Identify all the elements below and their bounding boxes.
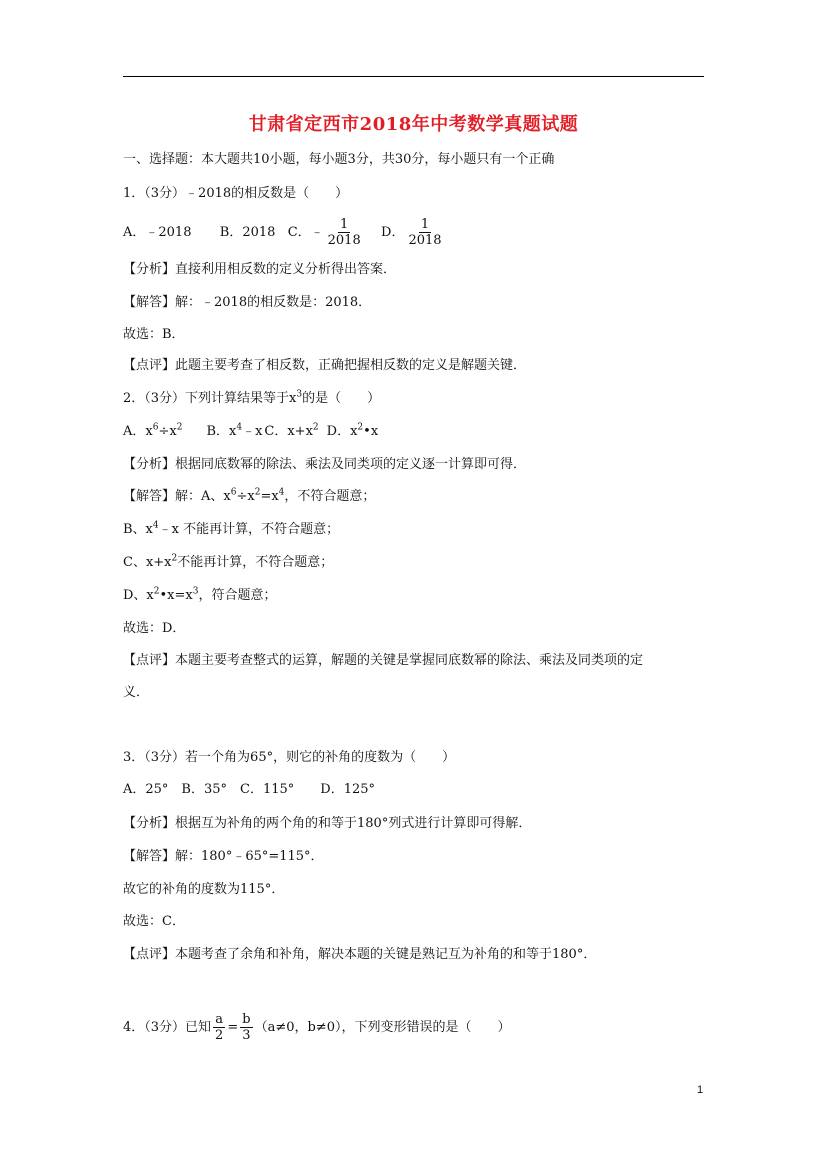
- q1-options: [123, 217, 446, 248]
- q2-stem-exponent: 3: [296, 389, 303, 400]
- q2-comment-line1: 【点评】本题主要考查整式的运算，解题的关键是掌握同底数幂的除法、乘法及同类项的定: [123, 653, 644, 668]
- q2-solution-d: D、$x^2•x=x^3$，符合题意；: [123, 586, 277, 603]
- q1-solution: 【解答】解：﹣2018的相反数是：2018．: [123, 295, 372, 310]
- header-rule: [123, 76, 704, 77]
- section-heading: 一、选择题：本大题共10小题，每小题3分，共30分，每小题只有一个正确: [123, 152, 555, 167]
- q1-option-c-fraction: [326, 217, 363, 248]
- q3-analysis: 【分析】根据互为补角的两个角的和等于180°列式进行计算即可得解．: [123, 816, 532, 831]
- q2-solution-b: B、$x^4﹣x$ 不能再计算，不符合题意；: [123, 520, 340, 537]
- q1-analysis: 【分析】直接利用相反数的定义分析得出答案．: [123, 262, 397, 277]
- q1-choice: 故选：B．: [123, 327, 185, 342]
- q3-solution: 【解答】解：180°﹣65°=115°．: [123, 849, 324, 864]
- q4-stem-suffix: （a≠0，b≠0），下列变形错误的是（ ）: [254, 1020, 511, 1035]
- fraction-denominator: 2: [215, 1028, 224, 1043]
- q3-stem: 3．（3分）若一个角为65°，则它的补角的度数为（ ）: [123, 750, 456, 765]
- fraction-denominator: 2018: [408, 233, 442, 248]
- q3-choice: 故选：C．: [123, 914, 185, 929]
- q1-option-c-prefix: C．﹣: [287, 225, 324, 240]
- q2-comment-line2: 义．: [123, 685, 150, 700]
- q1-option-b: B．2018: [219, 225, 276, 240]
- fraction-numerator: 1: [420, 217, 430, 232]
- page-title: 甘肃省定西市2018年中考数学真题试题: [248, 114, 579, 135]
- q1-option-d-prefix: D．: [381, 225, 405, 240]
- q2-stem: [123, 390, 380, 408]
- fraction-numerator: a: [215, 1012, 224, 1027]
- q3-options: A．25° B．35° C．115° D．125°: [123, 782, 376, 797]
- q4-stem: [123, 1012, 510, 1043]
- q2-options: A．$x^6\div x^2$ B．$x^4﹣x$ C．$x+x^2$ D．$x^2•x$: [123, 422, 379, 439]
- q3-result: 故它的补角的度数为115°．: [123, 882, 285, 897]
- q3-comment: 【点评】本题考查了余角和补角，解决本题的关键是熟记互为补角的和等于180°．: [123, 947, 597, 962]
- q2-solution-c: C、$x+x^2$不能再计算，不符合题意；: [123, 553, 334, 570]
- q2-stem-text: 2．（3分）下列计算结果等于x: [123, 391, 297, 406]
- fraction-denominator: 2018: [327, 233, 361, 248]
- fraction-numerator: 1: [340, 217, 349, 232]
- q2-solution-a: 【解答】解：A、$x^6\div x^2=x^4$，不符合题意；: [123, 487, 376, 504]
- q4-fraction-a: [213, 1012, 225, 1043]
- q4-fraction-b: [240, 1012, 252, 1043]
- q2-stem-tail: 的是（ ）: [302, 391, 381, 406]
- q2-analysis: 【分析】根据同底数幂的除法、乘法及同类项的定义逐一计算即可得．: [123, 457, 527, 472]
- fraction-denominator: 3: [242, 1028, 251, 1043]
- q1-option-a: A．﹣2018: [123, 225, 192, 240]
- q1-stem: 1．（3分）﹣2018的相反数是（ ）: [123, 186, 349, 201]
- q4-equals: =: [227, 1020, 239, 1035]
- q4-stem-prefix: 4．（3分）已知: [123, 1020, 212, 1035]
- page-number: 1: [697, 1084, 704, 1096]
- q1-option-d-fraction: [406, 217, 443, 248]
- q1-comment: 【点评】此题主要考查了相反数，正确把握相反数的定义是解题关键．: [123, 358, 527, 373]
- q2-choice: 故选：D．: [123, 621, 186, 636]
- fraction-numerator: b: [242, 1012, 251, 1027]
